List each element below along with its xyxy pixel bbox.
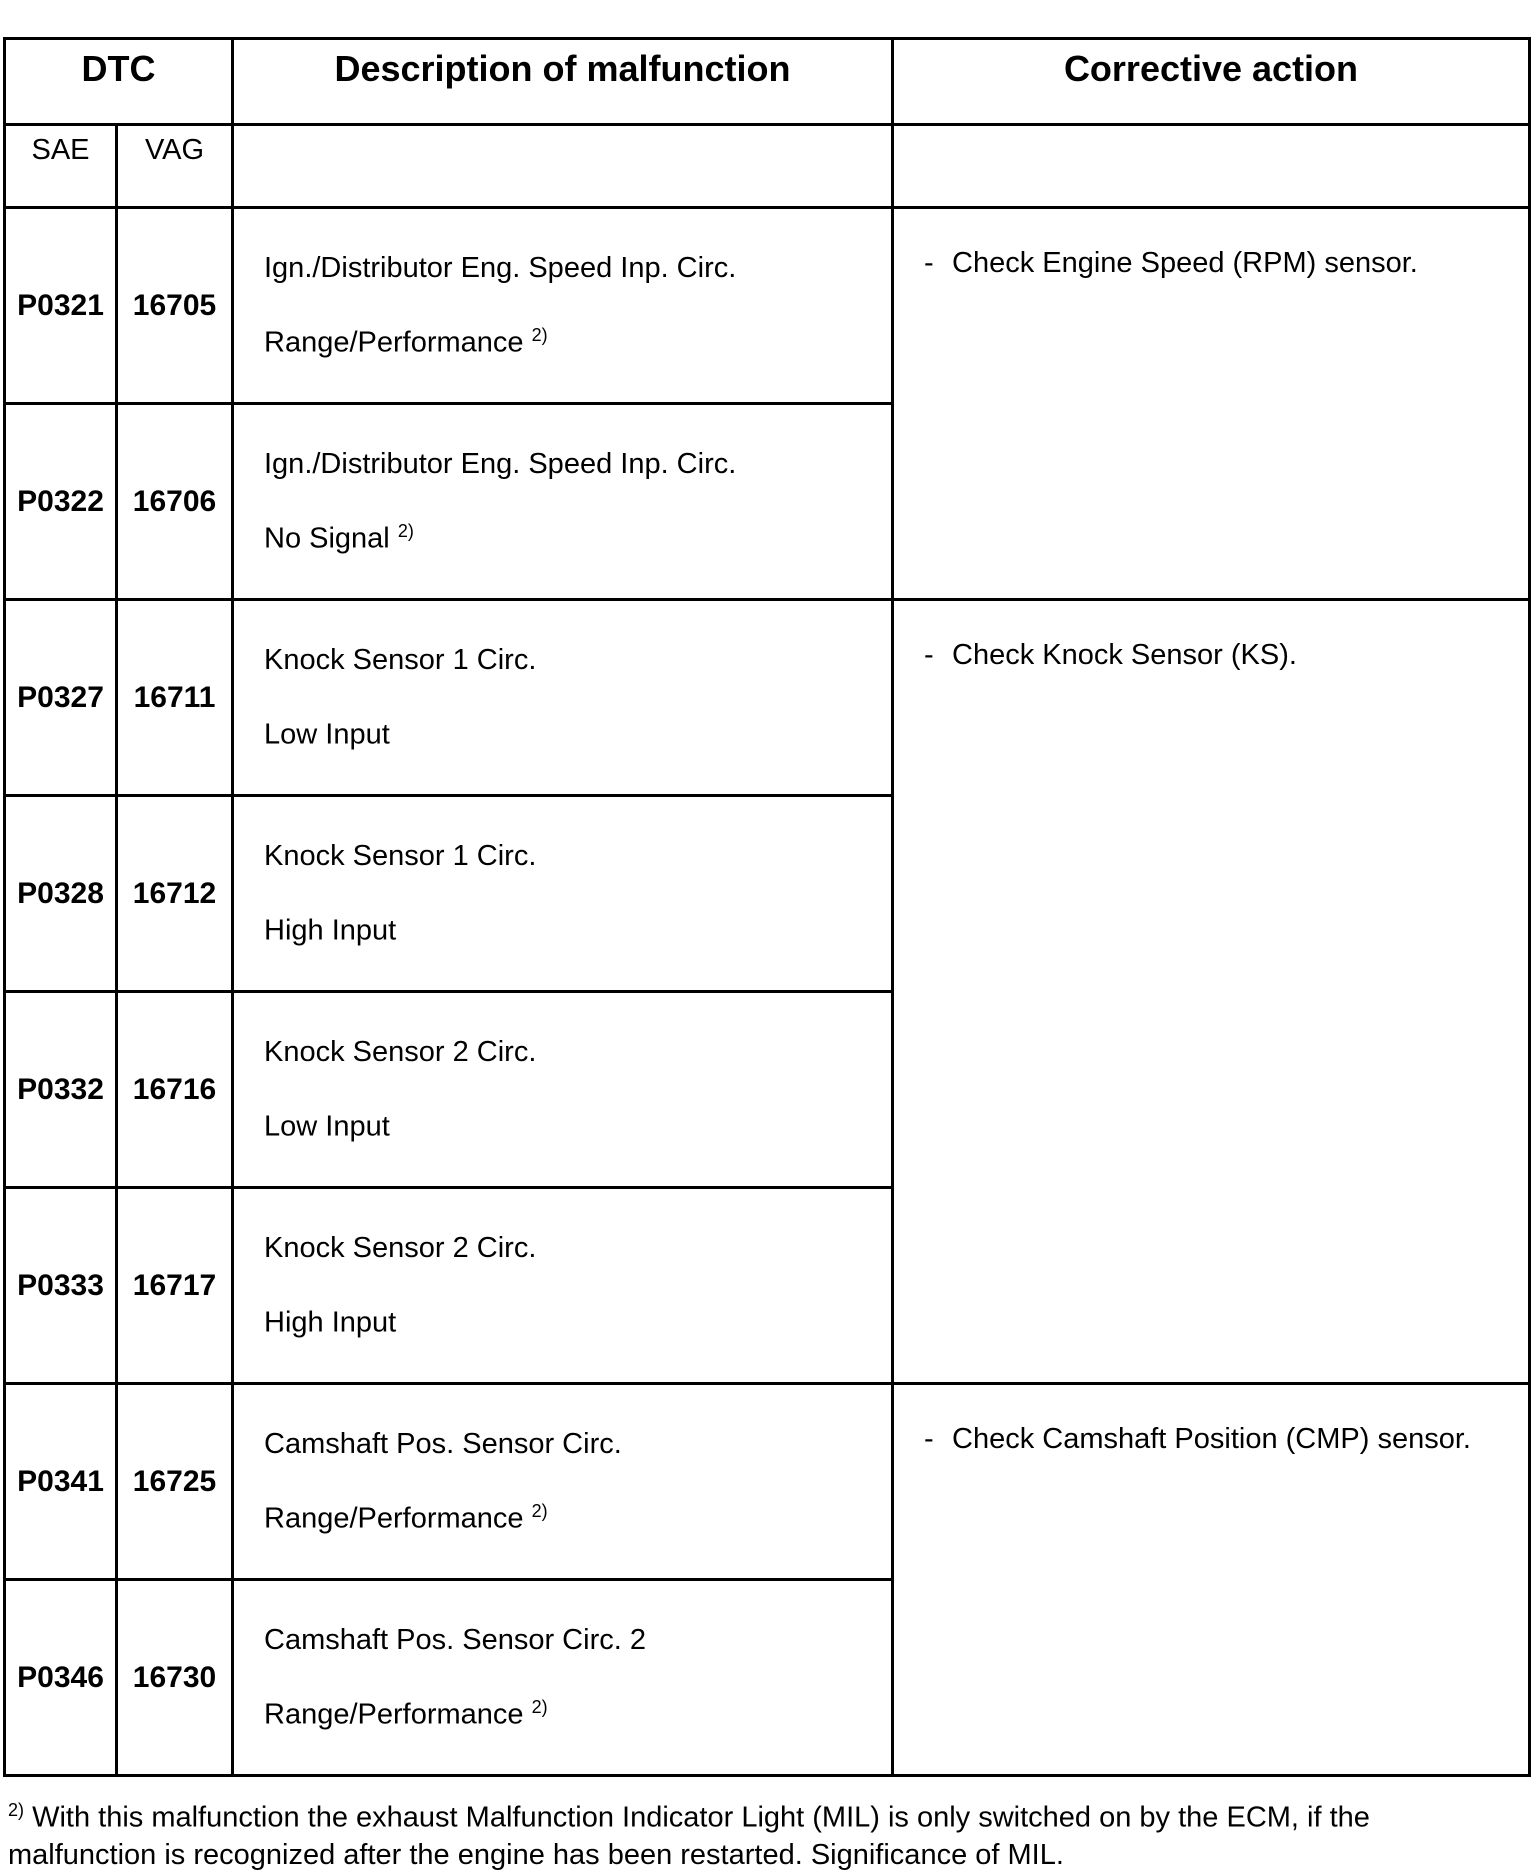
corrective-action-cell bbox=[893, 600, 1530, 1384]
dtc-table bbox=[3, 37, 1531, 1777]
sae-code: P0332 bbox=[5, 992, 117, 1188]
sae-code: P0327 bbox=[5, 600, 117, 796]
header-vag: VAG bbox=[117, 125, 233, 208]
header-corrective-action: Corrective action bbox=[893, 39, 1530, 125]
vag-code: 16725 bbox=[117, 1384, 233, 1580]
header-dtc: DTC bbox=[5, 39, 233, 125]
corrective-action-cell bbox=[893, 208, 1530, 600]
corrective-action-text: Check Engine Speed (RPM) sensor. bbox=[952, 247, 1418, 279]
description-line2: Low Input bbox=[264, 718, 390, 751]
footnote-ref: 2) bbox=[531, 1500, 548, 1521]
vag-code: 16711 bbox=[117, 600, 233, 796]
corrective-action-text: Check Camshaft Position (CMP) sensor. bbox=[952, 1423, 1471, 1455]
header-description: Description of malfunction bbox=[233, 39, 893, 125]
vag-code: 16712 bbox=[117, 796, 233, 992]
malfunction-description bbox=[233, 796, 893, 992]
description-line1: Knock Sensor 2 Circ. bbox=[264, 1231, 537, 1264]
description-line1: Camshaft Pos. Sensor Circ. 2 bbox=[264, 1623, 646, 1656]
description-line1: Knock Sensor 1 Circ. bbox=[264, 643, 537, 676]
subheader-empty-action bbox=[893, 125, 1530, 208]
bullet-dash: - bbox=[924, 639, 934, 671]
sae-code: P0322 bbox=[5, 404, 117, 600]
vag-code: 16716 bbox=[117, 992, 233, 1188]
malfunction-description bbox=[233, 600, 893, 796]
malfunction-description bbox=[233, 1384, 893, 1580]
footnote-ref: 2) bbox=[531, 324, 548, 345]
subheader-empty-description bbox=[233, 125, 893, 208]
malfunction-description bbox=[233, 404, 893, 600]
description-line1: Ign./Distributor Eng. Speed Inp. Circ. bbox=[264, 251, 737, 284]
corrective-action-text: Check Knock Sensor (KS). bbox=[952, 639, 1297, 671]
footnote-marker: 2) bbox=[8, 1800, 25, 1820]
description-line1: Knock Sensor 1 Circ. bbox=[264, 839, 537, 872]
footnote-ref: 2) bbox=[531, 1696, 548, 1717]
bullet-dash: - bbox=[924, 1423, 934, 1455]
description-line1: Camshaft Pos. Sensor Circ. bbox=[264, 1427, 622, 1460]
description-line2: Range/Performance bbox=[264, 1502, 524, 1535]
table-row bbox=[5, 208, 1530, 404]
vag-code: 16730 bbox=[117, 1580, 233, 1776]
sae-code: P0333 bbox=[5, 1188, 117, 1384]
header-row bbox=[5, 39, 1530, 125]
sae-code: P0321 bbox=[5, 208, 117, 404]
bullet-dash: - bbox=[924, 247, 934, 279]
description-line2: High Input bbox=[264, 1306, 397, 1339]
vag-code: 16717 bbox=[117, 1188, 233, 1384]
corrective-action-cell bbox=[893, 1384, 1530, 1776]
vag-code: 16705 bbox=[117, 208, 233, 404]
header-sae: SAE bbox=[5, 125, 117, 208]
table-row bbox=[5, 1384, 1530, 1580]
vag-code: 16706 bbox=[117, 404, 233, 600]
description-line1: Knock Sensor 2 Circ. bbox=[264, 1035, 537, 1068]
footnote bbox=[8, 1792, 1508, 1874]
malfunction-description bbox=[233, 1580, 893, 1776]
sae-code: P0346 bbox=[5, 1580, 117, 1776]
sae-code: P0328 bbox=[5, 796, 117, 992]
malfunction-description bbox=[233, 992, 893, 1188]
footnote-text: With this malfunction the exhaust Malfunction Indicator Light (MIL) is only switched on by the ECM, if the malfunction is recognized after the engine has been restarted. Significance of MIL. bbox=[8, 1801, 1370, 1871]
malfunction-description bbox=[233, 1188, 893, 1384]
description-line2: Range/Performance bbox=[264, 1698, 524, 1731]
subheader-row bbox=[5, 125, 1530, 208]
sae-code: P0341 bbox=[5, 1384, 117, 1580]
malfunction-description bbox=[233, 208, 893, 404]
table-row bbox=[5, 600, 1530, 796]
description-line1: Ign./Distributor Eng. Speed Inp. Circ. bbox=[264, 447, 737, 480]
description-line2: High Input bbox=[264, 914, 397, 947]
footnote-ref: 2) bbox=[397, 520, 414, 541]
description-line2: No Signal bbox=[264, 522, 390, 555]
description-line2: Low Input bbox=[264, 1110, 390, 1143]
description-line2: Range/Performance bbox=[264, 326, 524, 359]
